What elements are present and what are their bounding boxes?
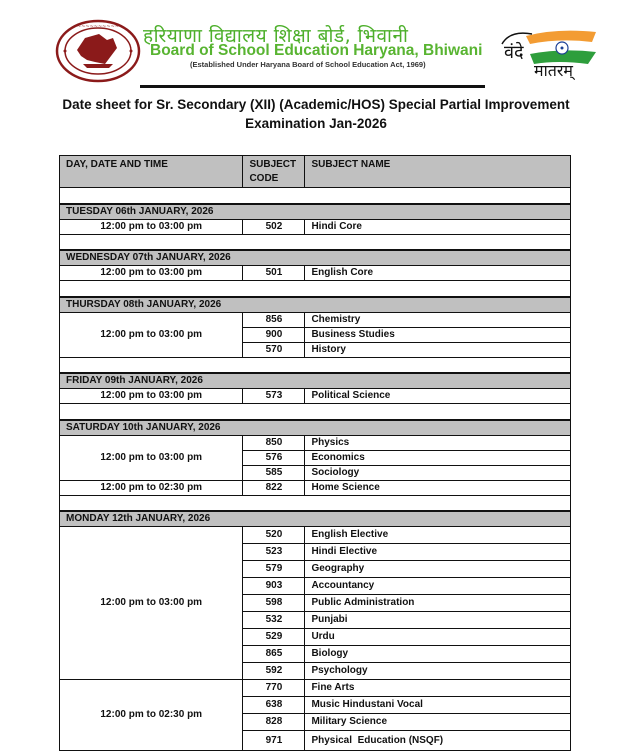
day-row bbox=[60, 204, 571, 220]
day-row bbox=[60, 511, 571, 527]
subject-code: 502 bbox=[243, 219, 305, 234]
table-row bbox=[60, 389, 571, 404]
subject-name: Business Studies bbox=[305, 327, 571, 342]
bseh-emblem-icon bbox=[55, 20, 141, 82]
subject-name: Hindi Core bbox=[305, 219, 571, 234]
day-date: SATURDAY 10th JANUARY, 2026 bbox=[60, 420, 571, 436]
day-date: MONDAY 12th JANUARY, 2026 bbox=[60, 511, 571, 527]
subject-code: 850 bbox=[243, 435, 305, 450]
spacer-row bbox=[60, 357, 571, 373]
table-row bbox=[60, 480, 571, 495]
established-note: (Established Under Haryana Board of School Education Act, 1969) bbox=[190, 60, 426, 69]
document-title-line1: Date sheet for Sr. Secondary (XII) (Academic/HOS) Special Partial Improvement bbox=[62, 97, 570, 112]
exam-time: 12:00 pm to 02:30 pm bbox=[60, 680, 243, 751]
svg-text:~~~~~~~~~~: ~~~~~~~~~~ bbox=[77, 24, 119, 30]
header-subject-name: SUBJECT NAME bbox=[305, 156, 571, 188]
subject-name: Military Science bbox=[305, 714, 571, 731]
day-date: FRIDAY 09th JANUARY, 2026 bbox=[60, 373, 571, 389]
day-date: WEDNESDAY 07th JANUARY, 2026 bbox=[60, 250, 571, 266]
subject-code: 828 bbox=[243, 714, 305, 731]
day-row bbox=[60, 420, 571, 436]
subject-name: English Core bbox=[305, 266, 571, 281]
exam-time: 12:00 pm to 03:00 pm bbox=[60, 219, 243, 234]
subject-name: Physical Education (NSQF) bbox=[305, 731, 571, 751]
header-day-date-time: DAY, DATE AND TIME bbox=[60, 156, 243, 188]
subject-code: 573 bbox=[243, 389, 305, 404]
day-date: THURSDAY 08th JANUARY, 2026 bbox=[60, 297, 571, 313]
spacer-row bbox=[60, 404, 571, 420]
header-divider bbox=[140, 85, 485, 88]
subject-name: Music Hindustani Vocal bbox=[305, 697, 571, 714]
subject-name: Urdu bbox=[305, 629, 571, 646]
subject-code: 529 bbox=[243, 629, 305, 646]
subject-name: Home Science bbox=[305, 480, 571, 495]
subject-code: 598 bbox=[243, 595, 305, 612]
document-title bbox=[0, 95, 632, 133]
subject-name: Public Administration bbox=[305, 595, 571, 612]
subject-code: 523 bbox=[243, 544, 305, 561]
subject-code: 865 bbox=[243, 646, 305, 663]
subject-code: 770 bbox=[243, 680, 305, 697]
board-name-english: Board of School Education Haryana, Bhiwani bbox=[150, 42, 483, 59]
table-row bbox=[60, 266, 571, 281]
table-header-row bbox=[60, 156, 571, 188]
subject-code: 638 bbox=[243, 697, 305, 714]
letterhead bbox=[0, 0, 632, 86]
table-row bbox=[60, 219, 571, 234]
subject-code: 520 bbox=[243, 527, 305, 544]
exam-time: 12:00 pm to 02:30 pm bbox=[60, 480, 243, 495]
vande-mataram-tricolor-icon bbox=[496, 24, 600, 80]
subject-code: 532 bbox=[243, 612, 305, 629]
subject-code: 576 bbox=[243, 450, 305, 465]
document-title-line2: Examination Jan-2026 bbox=[245, 116, 387, 131]
subject-code: 585 bbox=[243, 465, 305, 480]
svg-text:मातरम्: मातरम् bbox=[534, 61, 573, 80]
spacer-row bbox=[60, 234, 571, 250]
subject-name: Hindi Elective bbox=[305, 544, 571, 561]
svg-text:वंदे: वंदे bbox=[504, 42, 524, 63]
subject-name: Geography bbox=[305, 561, 571, 578]
exam-time: 12:00 pm to 03:00 pm bbox=[60, 527, 243, 680]
subject-name: Economics bbox=[305, 450, 571, 465]
subject-code: 822 bbox=[243, 480, 305, 495]
subject-name: Psychology bbox=[305, 663, 571, 680]
subject-name: Biology bbox=[305, 646, 571, 663]
day-date: TUESDAY 06th JANUARY, 2026 bbox=[60, 204, 571, 220]
exam-time: 12:00 pm to 03:00 pm bbox=[60, 389, 243, 404]
header-subject-code: SUBJECT CODE bbox=[243, 156, 305, 188]
spacer-row bbox=[60, 281, 571, 297]
board-name-hindi: हरियाणा विद्यालय शिक्षा बोर्ड, भिवानी bbox=[143, 25, 409, 47]
subject-name: Fine Arts bbox=[305, 680, 571, 697]
table-row bbox=[60, 435, 571, 450]
subject-code: 501 bbox=[243, 266, 305, 281]
spacer-row bbox=[60, 188, 571, 204]
day-row bbox=[60, 250, 571, 266]
subject-code: 900 bbox=[243, 327, 305, 342]
subject-name: Political Science bbox=[305, 389, 571, 404]
exam-time: 12:00 pm to 03:00 pm bbox=[60, 266, 243, 281]
subject-name: Sociology bbox=[305, 465, 571, 480]
subject-code: 971 bbox=[243, 731, 305, 751]
subject-code: 903 bbox=[243, 578, 305, 595]
subject-code: 592 bbox=[243, 663, 305, 680]
subject-code: 579 bbox=[243, 561, 305, 578]
table-row bbox=[60, 527, 571, 544]
subject-name: Punjabi bbox=[305, 612, 571, 629]
subject-name: History bbox=[305, 342, 571, 357]
day-row bbox=[60, 297, 571, 313]
day-row bbox=[60, 373, 571, 389]
spacer-row bbox=[60, 495, 571, 511]
subject-name: Accountancy bbox=[305, 578, 571, 595]
subject-name: Physics bbox=[305, 435, 571, 450]
subject-code: 570 bbox=[243, 342, 305, 357]
table-row bbox=[60, 680, 571, 697]
exam-time: 12:00 pm to 03:00 pm bbox=[60, 435, 243, 480]
subject-name: Chemistry bbox=[305, 312, 571, 327]
subject-code: 856 bbox=[243, 312, 305, 327]
date-sheet-table bbox=[59, 155, 571, 751]
table-row bbox=[60, 312, 571, 327]
exam-time: 12:00 pm to 03:00 pm bbox=[60, 312, 243, 357]
subject-name: English Elective bbox=[305, 527, 571, 544]
